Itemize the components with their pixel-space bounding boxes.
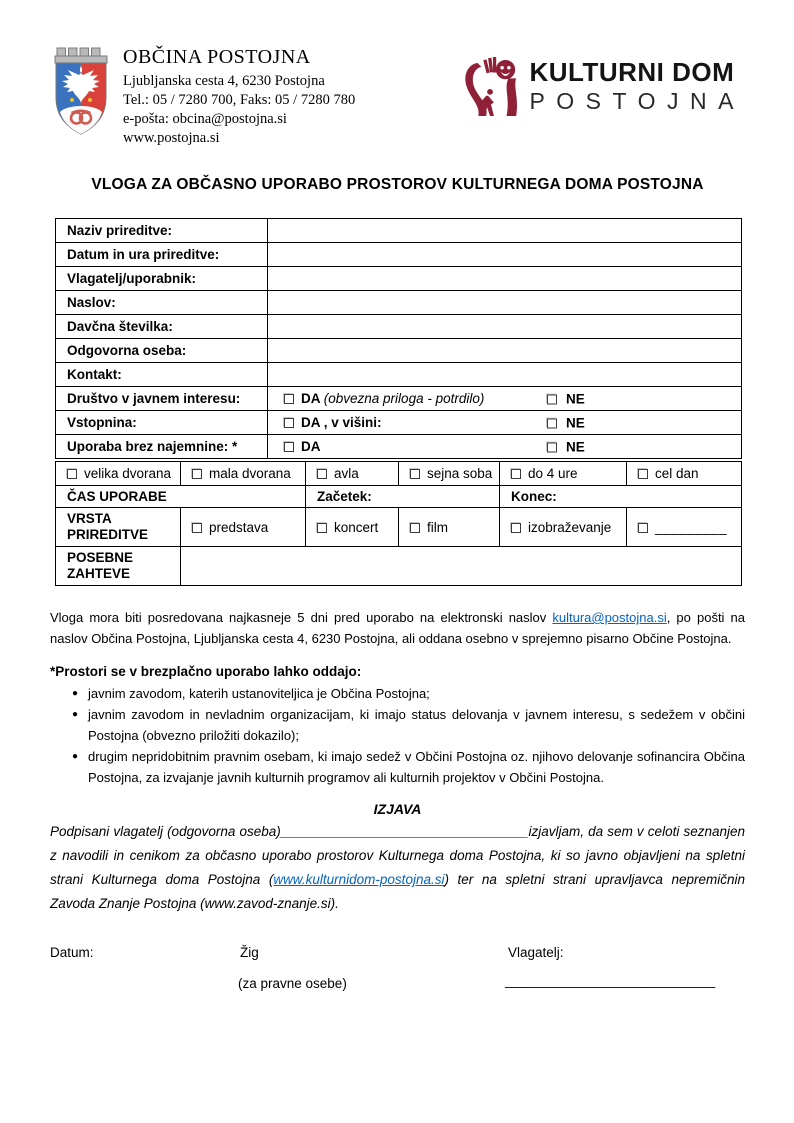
yes-option: DA (obvezna priloga - potrdilo) (284, 391, 484, 406)
table-row (56, 363, 742, 387)
municipality-website: www.postojna.si (123, 130, 220, 146)
signature-line: ____________________________ (505, 973, 716, 988)
checkbox-icon (317, 523, 327, 533)
list-item: ● drugim nepridobitnim pravnim osebam, ki imajo sedež v Občini Postojna oz. njihovo delovanje sofinancira Občina Postojna, za izvajanje javnih kulturnih programov ali kulturnih projektov v Občini Postojna. (50, 746, 745, 788)
checkbox-icon (638, 469, 648, 479)
table-row-choice (56, 387, 742, 411)
vlagatelj-input-cell (268, 267, 742, 291)
submission-note: Vloga mora biti posredovana najkasneje 5 dni pred uporabo na elektronski naslov kultura@postojna.si, po pošti na naslov Občina Postojna, Ljubljanska cesta 4, 6230 Postojna, ali oddana osebno v sprejemno pisarno Občine Postojna. (50, 610, 745, 646)
event-type-label-cell: VRSTA PRIREDITVE (56, 508, 181, 547)
vstopnina-choice-cell (268, 411, 742, 435)
free-use-list (50, 683, 745, 788)
signature-blank: _________________________________ (280, 824, 529, 839)
date-label: Datum: (50, 945, 94, 960)
room-option-cell: do 4 ure (500, 462, 627, 486)
municipality-phone: Tel.: 05 / 7280 700, Faks: 05 / 7280 780 (123, 92, 356, 108)
kontakt-input-cell (268, 363, 742, 387)
declaration-heading: IZJAVA (373, 801, 422, 817)
event-option-cell: predstava (181, 508, 306, 547)
checkbox-icon (410, 469, 420, 479)
event-option-cell: film (399, 508, 500, 547)
event-option-cell: izobraževanje (500, 508, 627, 547)
room-option-cell: avla (306, 462, 399, 486)
room-option-cell: sejna soba (399, 462, 500, 486)
field-label: Vstopnina: (56, 411, 268, 435)
usage-table (55, 461, 742, 586)
time-start-cell: Začetek: (306, 486, 500, 508)
time-row (56, 486, 742, 508)
declaration-paragraph: Podpisani vlagatelj (odgovorna oseba)_________________________________izjavljam, da sem v celoti seznanjen z navodili in cenikom za občasno uporabo prostorov Kulturnega doma Postojna, ki so javno objavljeni na spletni strani Kulturnega doma Postojna (www.kulturnidom-postojna.si) ter na spletni strani upravljavca nepremičnin Zavoda Znanje Postojna (www.zavod-znanje.si). (50, 824, 745, 911)
special-requests-row (56, 547, 742, 586)
datum-ura-input-cell (268, 243, 742, 267)
checkbox-icon (511, 469, 521, 479)
signature-footer (50, 945, 745, 1015)
bullet-icon: ● (72, 751, 79, 762)
table-row (56, 291, 742, 315)
checkbox-icon (284, 418, 294, 428)
lyre-theater-mask-icon (462, 56, 520, 120)
field-label: Uporaba brez najemnine: * (56, 435, 268, 459)
table-row-choice (56, 411, 742, 435)
table-row (56, 267, 742, 291)
odgovorna-oseba-input-cell (268, 339, 742, 363)
event-option-cell: koncert (306, 508, 399, 547)
table-row (56, 315, 742, 339)
municipality-contact (123, 45, 355, 148)
field-label: Davčna številka: (56, 315, 268, 339)
applicant-label: Vlagatelj: (508, 945, 564, 960)
page-title: VLOGA ZA OBČASNO UPORABO PROSTOROV KULTURNEGA DOMA POSTOJNA (91, 176, 704, 193)
yes-option: DA (284, 439, 321, 454)
table-row (56, 339, 742, 363)
event-other-cell (627, 508, 742, 547)
time-end-cell: Konec: (500, 486, 742, 508)
time-label-cell: ČAS UPORABE (56, 486, 306, 508)
postojna-coat-of-arms-icon (50, 45, 112, 137)
special-input-cell (181, 547, 742, 586)
applicant-table (55, 218, 742, 459)
stamp-note: (za pravne osebe) (238, 976, 347, 991)
field-label: Datum in ura prireditve: (56, 243, 268, 267)
checkbox-icon (511, 523, 521, 533)
table-row-choice (56, 435, 742, 459)
list-item: ● javnim zavodom in nevladnim organizacijam, ki imajo status delovanja v javnem interesu, s sedežem v občini Postojna (obvezno priložiti dokazilo); (50, 704, 745, 746)
event-other-blank: _________ (655, 519, 728, 535)
no-option: NE (547, 391, 585, 406)
event-type-row (56, 508, 742, 547)
room-option-cell: cel dan (627, 462, 742, 486)
yes-note: (obvezna priloga - potrdilo) (323, 391, 485, 406)
field-label: Odgovorna oseba: (56, 339, 268, 363)
room-option-cell: mala dvorana (181, 462, 306, 486)
checkbox-icon (410, 523, 420, 533)
free-use-heading: *Prostori se v brezplačno uporabo lahko oddajo: (50, 664, 362, 679)
kulturni-dom-wordmark (529, 56, 745, 120)
website-link[interactable]: www.kulturnidom-postojna.si (273, 872, 445, 887)
list-item: ● javnim zavodom, katerih ustanoviteljica je Občina Postojna; (50, 683, 745, 704)
kulturni-dom-line1: KULTURNI DOM (529, 57, 735, 87)
checkbox-icon (67, 469, 77, 479)
municipality-name: OBČINA POSTOJNA (123, 46, 311, 68)
email-link[interactable]: kultura@postojna.si (552, 610, 667, 625)
table-row (56, 243, 742, 267)
special-label-cell: POSEBNE ZAHTEVE (56, 547, 181, 586)
field-label: Društvo v javnem interesu: (56, 387, 268, 411)
yes-option: DA , v višini: (284, 415, 382, 430)
kulturni-dom-line2: POSTOJNA (529, 88, 745, 114)
page-header (50, 45, 745, 146)
checkbox-icon (192, 523, 202, 533)
field-label: Naslov: (56, 291, 268, 315)
naslov-input-cell (268, 291, 742, 315)
table-row (56, 219, 742, 243)
municipality-address: Ljubljanska cesta 4, 6230 Postojna (123, 73, 325, 89)
room-options-row (56, 462, 742, 486)
bullet-icon: ● (72, 688, 79, 699)
checkbox-icon (547, 394, 557, 404)
field-label: Kontakt: (56, 363, 268, 387)
field-label: Vlagatelj/uporabnik: (56, 267, 268, 291)
brez-najemnine-choice-cell (268, 435, 742, 459)
municipality-block (50, 45, 355, 148)
drustvo-choice-cell (268, 387, 742, 411)
stamp-label: Žig (240, 945, 259, 960)
room-option-cell: velika dvorana (56, 462, 181, 486)
checkbox-icon (638, 523, 648, 533)
checkbox-icon (547, 418, 557, 428)
checkbox-icon (547, 442, 557, 452)
checkbox-icon (284, 394, 294, 404)
municipality-email: e-pošta: obcina@postojna.si (123, 111, 287, 127)
no-option: NE (547, 415, 585, 430)
bullet-icon: ● (72, 709, 79, 720)
checkbox-icon (192, 469, 202, 479)
kulturni-dom-block (462, 56, 745, 120)
checkbox-icon (317, 469, 327, 479)
no-option: NE (547, 439, 585, 454)
naziv-prireditve-input-cell (268, 219, 742, 243)
checkbox-icon (284, 442, 294, 452)
field-label: Naziv prireditve: (56, 219, 268, 243)
davcna-stevilka-input-cell (268, 315, 742, 339)
